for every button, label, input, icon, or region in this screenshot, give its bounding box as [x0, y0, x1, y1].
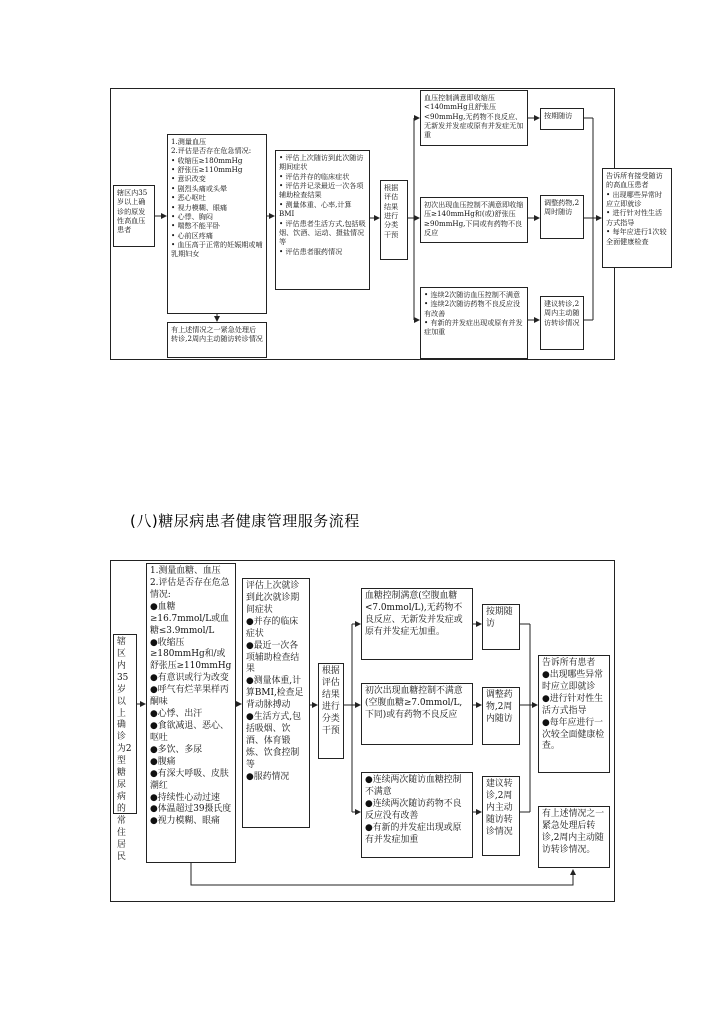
list-line: ●血糖≥16.7mmol/L或血糖≤3.9mmol/L [150, 601, 229, 636]
outcome-uncontrolled-box-2: 初次出现血糖控制不满意(空腹血糖≥7.0mmol/L,下同)或有药物不良反应 [361, 683, 473, 745]
list-line: ●进行针对性生活方式指导 [542, 693, 603, 716]
list-line: • 评估患者服药情况 [279, 246, 343, 256]
list-line: ●有意识或行为改变 [150, 673, 229, 684]
list-line: • 评估患者生活方式,包括吸烟、饮酒、运动、摄盐情况等 [279, 218, 366, 247]
list-line: • 心前区疼痛 [171, 230, 213, 240]
list-line: • 喘憋不能平卧 [171, 221, 221, 231]
action-adjust-box: 调整药物,2周时随访 [540, 195, 584, 239]
list-line: • 连续2次随访药物不良反应没有改善 [424, 299, 521, 318]
list-line: ●有深大呼吸、皮肤潮红 [150, 768, 229, 791]
list-line: ●心悸、出汗 [150, 709, 203, 720]
list-line: 评估上次就诊到此次就诊期间症状 [246, 581, 300, 615]
list-line: • 剧烈头痛或头晕 [171, 183, 228, 193]
list-line: ●呼气有烂苹果样丙酮味 [150, 685, 229, 708]
list-line: • 心悸、胸闷 [171, 211, 213, 221]
action-followup-box-2: 按期随访 [482, 604, 520, 650]
outcome-referral-box [420, 287, 528, 359]
list-line: ●出现哪些异常时应立即就诊 [542, 669, 603, 692]
list-line: ●生活方式,包括吸烟、饮酒、体育锻炼、饮食控制等 [246, 712, 301, 770]
inform-box [602, 168, 672, 268]
list-line: • 收缩压≥180mmHg [171, 155, 243, 165]
outcome-uncontrolled-box: 初次出现血压控制不满意即收缩压≥140mmHg和(或)舒张压≥90mmHg,下同或有药物不良反应 [420, 197, 528, 243]
list-line: 告诉所有接受随访的高血压患者 [606, 171, 663, 190]
list-line: ●每年应进行一次较全面健康检查。 [542, 717, 605, 752]
list-line: ●腹痛 [150, 756, 176, 767]
list-line: • 有新的并发症出现或原有并发症加重 [424, 318, 523, 337]
list-line: • 恶心呕吐 [171, 193, 206, 203]
action-followup-box: 按期随访 [540, 108, 584, 130]
action-refer-box-2: 建议转诊,2周内主动随访转诊情况 [482, 776, 520, 856]
list-line: 1.测量血糖、血压 [150, 566, 221, 576]
list-line: • 测量体重、心率,计算BMI [279, 199, 352, 219]
classify-box: 根据评估结果进行分类干预 [380, 180, 408, 260]
inform-box-2 [538, 655, 610, 773]
list-line: • 评估并记录最近一次各项辅助检查结果 [279, 181, 364, 200]
list-line: ●连续两次随访药物不良反应没有改善 [365, 798, 462, 821]
list-line: • 评估上次随访到此次随访期间症状 [279, 153, 364, 172]
list-line: • 意识改变 [171, 174, 206, 184]
list-line: ●多饮、多尿 [150, 744, 203, 755]
section-title: (八)糖尿病患者健康管理服务流程 [130, 512, 360, 530]
list-line: ●并存的临床症状 [246, 616, 299, 639]
list-line: • 出现哪些异常时应立即就诊 [606, 189, 663, 209]
list-line: • 每年应进行1次较全面健康检查 [606, 227, 667, 246]
action-adjust-box-2: 调整药物,2周内随访 [482, 687, 520, 745]
list-line: 2.评估是否存在危急情况: [171, 146, 252, 156]
list-line: ●视力模糊、眼痛 [150, 816, 220, 827]
list-line: • 舒张压≥110mmHg [171, 165, 243, 175]
list-line: • 评估并存的临床症状 [279, 171, 350, 181]
list-line: ●最近一次各项辅助检查结果 [246, 640, 300, 675]
action-refer-box: 建议转诊,2周内主动随访转诊情况 [540, 296, 584, 350]
list-line: • 进行针对性生活方式指导 [606, 208, 663, 227]
list-line: ●持续性心动过速 [150, 792, 220, 803]
outcome-referral-box-2 [361, 772, 473, 858]
list-line: • 连续2次随访血压控制不满意 [424, 290, 521, 299]
assess-box [167, 134, 267, 314]
list-line: ●有新的并发症出现或原有并发症加重 [365, 822, 462, 845]
list-line: ●连续两次随访血糖控制不满意 [365, 775, 462, 797]
list-line: • 视力模糊、眼痛 [171, 202, 228, 212]
start-box: 辖区内35岁以上确诊的原发性高血压患者 [113, 185, 155, 247]
assess-box-2 [146, 563, 236, 863]
list-line: ●体温超过39摄氏度 [150, 804, 232, 815]
list-line: 告诉所有患者 [542, 658, 596, 668]
list-line: • 血压高于正常的妊娠期或哺乳期妇女 [171, 239, 263, 259]
list-line: ●收缩压≥180mmHg和/或舒张压≥110mmHg [150, 637, 232, 672]
emergency-box: 有上述情况之一紧急处理后转诊,2周内主动随访转诊情况 [167, 322, 267, 358]
evaluate-box [275, 150, 370, 290]
list-line: ●服药情况 [246, 771, 290, 782]
classify-box-2: 根据评估结果进行分类干预 [318, 663, 344, 759]
list-line: 1.测量血压 [171, 137, 207, 146]
list-line: ●食欲减退、恶心、呕吐 [150, 720, 229, 743]
list-line: 2.评估是否存在危急情况: [150, 577, 230, 600]
outcome-controlled-box: 血压控制满意即收缩压<140mmHg且舒张压<90mmHg,无药物不良反应、无新发并发症或原有并发症无加重 [420, 90, 528, 146]
outcome-controlled-box-2: 血糖控制满意(空腹血糖<7.0mmol/L),无药物不良反应、无新发并发症或原有并发症无加重。 [361, 588, 473, 660]
evaluate-box-2 [242, 578, 310, 828]
emergency-box-2: 有上述情况之一紧急处理后转诊,2周内主动随访转诊情况。 [538, 806, 610, 868]
start-box-2: 辖区内35岁以上确诊为2型糖尿病的常住居民 [113, 634, 137, 814]
list-line: ●测量体重,计算BMI,检查足背动脉搏动 [246, 676, 304, 711]
